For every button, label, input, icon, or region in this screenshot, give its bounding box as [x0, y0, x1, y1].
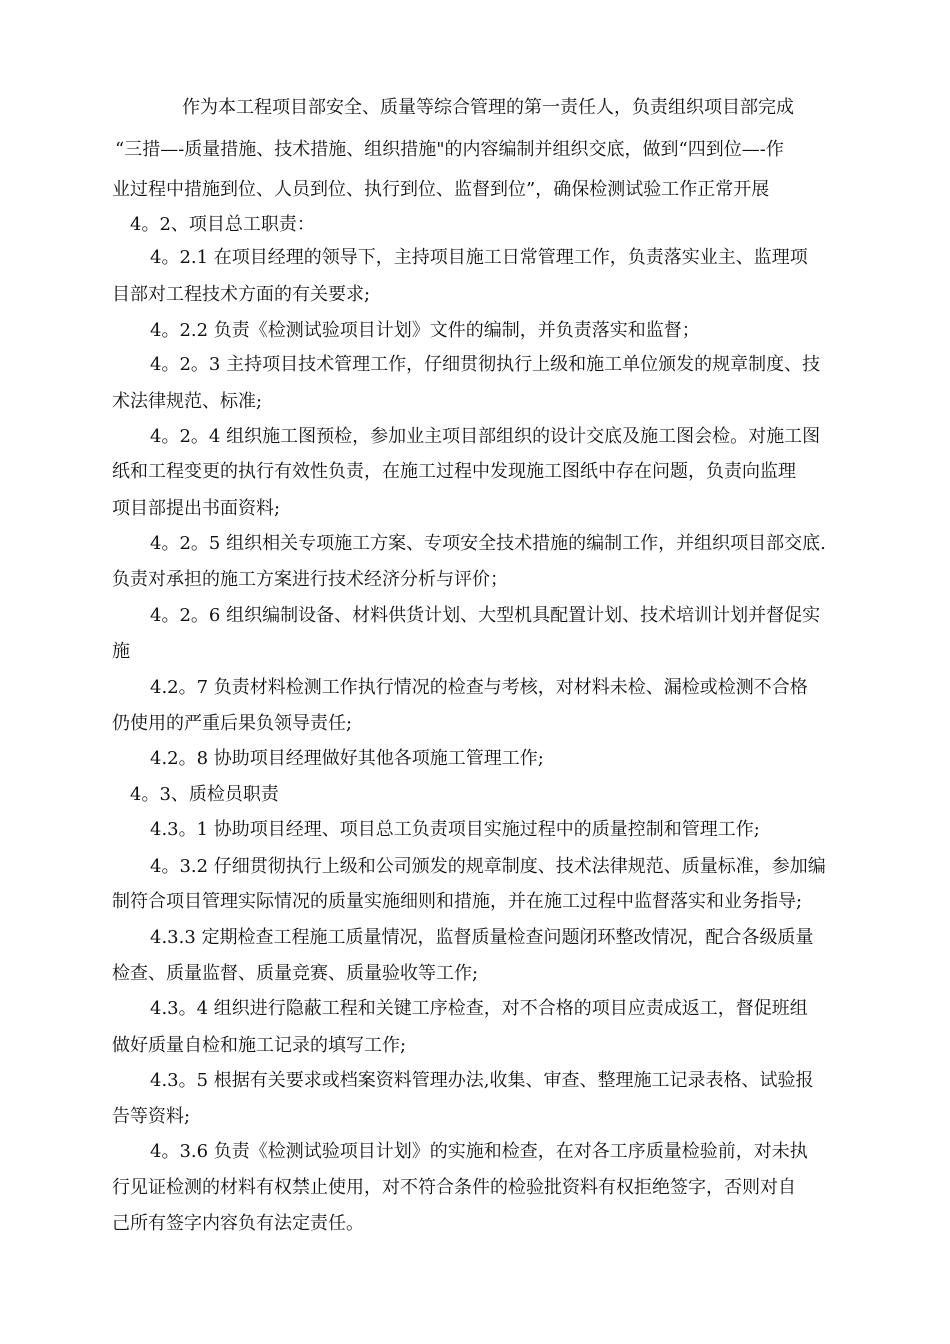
- text-line: 行见证检测的材料有权禁止使用，对不符合条件的检验批资料有权拒绝签字，否则对自: [112, 1177, 796, 1198]
- text-line: 术法律规范、标准;: [112, 391, 263, 412]
- section-heading: 4。3、质检员职责: [130, 784, 279, 805]
- section-heading: 4。2、项目总工职责：: [130, 214, 315, 235]
- text-line: 检查、质量监督、质量竞赛、质量验收等工作;: [112, 963, 479, 984]
- text-line: 仍使用的严重后果负领导责任;: [112, 713, 353, 734]
- text-line: 4。2.2 负责《检测试验项目计划》文件的编制，并负责落实和监督；: [150, 320, 700, 341]
- text-line: 4.3。4 组织进行隐蔽工程和关键工序检查，对不合格的项目应责成返工，督促班组: [150, 998, 808, 1019]
- text-line: 4.3。5 根据有关要求或档案资料管理办法,收集、审查、整理施工记录表格、试验报: [150, 1070, 814, 1091]
- text-line: 业过程中措施到位、人员到位、执行到位、监督到位”，确保检测试验工作正常开展: [112, 179, 770, 200]
- text-line: 负责对承担的施工方案进行技术经济分析与评价；: [112, 569, 508, 590]
- text-line: “三措—-质量措施、技术措施、组织措施"的内容编制并组织交底，做到“四到位—-作: [115, 139, 784, 160]
- text-line: 制符合项目管理实际情况的质量实施细则和措施，并在施工过程中监督落实和业务指导;: [112, 891, 803, 912]
- text-line: 目部对工程技术方面的有关要求;: [112, 284, 371, 305]
- text-line: 做好质量自检和施工记录的填写工作;: [112, 1035, 407, 1056]
- text-line: 施: [112, 641, 130, 662]
- text-line: 4。2.1 在项目经理的领导下，主持项目施工日常管理工作，负责落实业主、监理项: [150, 247, 808, 268]
- text-line: 4。2。6 组织编制设备、材料供货计划、大型机具配置计划、技术培训计划并督促实: [150, 605, 821, 626]
- text-line: 4.2。7 负责材料检测工作执行情况的检查与考核，对材料未检、漏检或检测不合格: [150, 677, 808, 698]
- text-line: 4。3.6 负责《检测试验项目计划》的实施和检查，在对各工序质量检验前，对未执: [150, 1141, 808, 1162]
- text-line: 4.3.3 定期检查工程施工质量情况，监督质量检查问题闭环整改情况，配合各级质量: [150, 927, 814, 948]
- text-line: 项目部提出书面资料;: [112, 498, 281, 519]
- text-line: 4。2。5 组织相关专项施工方案、专项安全技术措施的编制工作，并组织项目部交底.: [150, 533, 826, 554]
- text-line: 4.2。8 协助项目经理做好其他各项施工管理工作;: [150, 748, 544, 769]
- text-line: 告等资料;: [112, 1106, 191, 1127]
- text-line: 4。2。4 组织施工图预检，参加业主项目部组织的设计交底及施工图会检。对施工图: [150, 426, 821, 447]
- text-line: 纸和工程变更的执行有效性负责，在施工过程中发现施工图纸中存在问题，负责向监理: [112, 461, 796, 482]
- text-line: 4.3。1 协助项目经理、项目总工负责项目实施过程中的质量控制和管理工作;: [150, 819, 760, 840]
- text-line: 4。2。3 主持项目技术管理工作，仔细贯彻执行上级和施工单位颁发的规章制度、技: [150, 354, 821, 375]
- text-line: 己所有签字内容负有法定责任。: [112, 1213, 364, 1234]
- text-line: 4。3.2 仔细贯彻执行上级和公司颁发的规章制度、技术法律规范、质量标准，参加编: [150, 856, 826, 877]
- text-line: 作为本工程项目部安全、质量等综合管理的第一责任人，负责组织项目部完成: [182, 97, 794, 118]
